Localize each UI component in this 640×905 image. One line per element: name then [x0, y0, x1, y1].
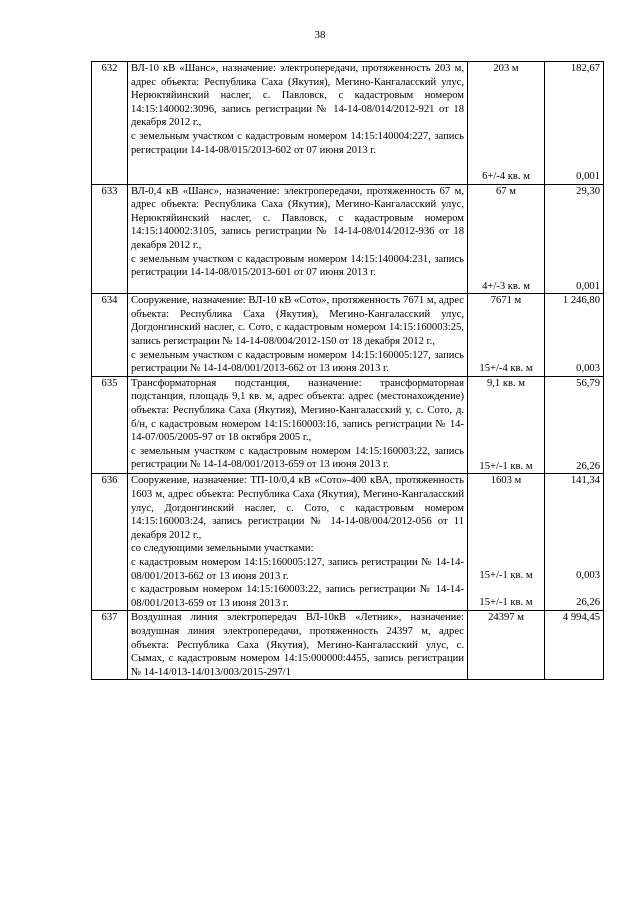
- row-number: 636: [92, 474, 128, 611]
- object-value: 56,79: [576, 377, 600, 389]
- land-plots-heading: со следующими земельными участками:: [131, 543, 314, 555]
- table-row: [92, 611, 604, 680]
- table-row: [92, 376, 604, 474]
- land-plot-value: 0,001: [576, 280, 600, 292]
- object-description: Сооружение, назначение: ТП-10/0,4 кВ «Сото»-400 кВА, протяженность 1603 м, адрес объекта: Республика Саха (Якутия), Мегино-Кангаласский улус, Догдонгинский наслег, с. Сото, с кадастровым номером 14:15:160003:24, запись регистрации № 14-14-08/004/2012-056 от 11 декабря 2012 г.,: [131, 475, 464, 541]
- row-number: 633: [92, 184, 128, 294]
- row-quantity: [468, 294, 545, 377]
- row-description: [128, 474, 468, 611]
- row-quantity: [468, 184, 545, 294]
- page-number: 38: [314, 29, 326, 41]
- row-quantity: [468, 376, 545, 474]
- object-description: Трансформаторная подстанция, назначение: трансформаторная подстанция, площадь 9,1 кв. м, адрес объекта: адрес (местонахождение) объекта: Республика Саха (Якутия), Мегино-Кангаласский у, с. Сото, д. б/н, с кадастровым номером 14:15:160003:16, запись регистрации № 14-14-07/005/2005-97 от 18 октября 2005 г.,: [131, 377, 464, 444]
- row-value: [545, 611, 604, 680]
- object-size: 24397 м: [488, 612, 524, 624]
- row-description: [128, 376, 468, 474]
- land-plot-size: 6+/-4 кв. м: [482, 171, 530, 182]
- land-plot-size: 15+/-4 кв. м: [479, 363, 533, 375]
- land-plot-size: 4+/-3 кв. м: [482, 280, 530, 292]
- row-value: [545, 294, 604, 377]
- row-quantity: [468, 611, 545, 680]
- land-plot-description: с земельным участком с кадастровым номером 14:15:140004:231, запись регистрации 14-14-08/015/2013-601 от 07 июня 2013 г.: [131, 253, 464, 279]
- land-plot-value: 0,001: [576, 171, 600, 182]
- row-description: [128, 294, 468, 377]
- object-size: 9,1 кв. м: [486, 377, 526, 389]
- table-row: [92, 474, 604, 611]
- object-description: Сооружение, назначение: ВЛ-10 кВ «Сото», протяженность 7671 м, адрес объекта: Республика Саха (Якутия), Мегино-Кангаласский улус, Догдонгинский наслег, с. Сото, с кадастровым номером 14:15:160003:25, запись регистрации № 14-14-08/004/2012-150 от 18 декабря 2012 г.,: [131, 295, 464, 347]
- row-quantity: [468, 474, 545, 611]
- land-plot-value: 26,26: [576, 597, 600, 609]
- object-value: 141,34: [570, 475, 600, 487]
- land-plot-description: с земельным участком с кадастровым номером 14:15:160005:127, запись регистрации № 14-14-08/001/2013-662 от 13 июня 2013 г.: [131, 349, 464, 375]
- land-plot-description: с земельным участком с кадастровым номером 14:15:160003:22, запись регистрации № 14-14-08/001/2013-659 от 13 июня 2013 г.: [131, 445, 464, 471]
- land-plot-description: с кадастровым номером 14:15:160005:127, запись регистрации № 14-14-08/001/2013-662 от 13 июня 2013 г.: [131, 556, 464, 582]
- land-plot-value: 26,26: [576, 460, 600, 472]
- row-number: 637: [92, 611, 128, 680]
- row-description: [128, 611, 468, 680]
- table-row: [92, 184, 604, 294]
- property-table: [91, 61, 604, 680]
- object-value: 4 994,45: [562, 612, 600, 624]
- object-description: Воздушная линия электропередач ВЛ-10кВ «Летник», назначение: воздушная линия электропередачи, протяженность 24397 м, адрес объекта: Республика Саха (Якутия), Мегино-Кангаласский улус, с. Сымах, с кадастровым номером 14:15:000000:4455, запись регистрации № 14-14/013-14/013/003/2015-297/1: [131, 612, 464, 678]
- row-quantity: [468, 62, 545, 185]
- object-value: 182,67: [570, 63, 600, 74]
- object-value: 1 246,80: [562, 295, 600, 307]
- land-plot-value: 0,003: [576, 570, 600, 582]
- object-size: 203 м: [493, 63, 519, 74]
- land-plot-size: 15+/-1 кв. м: [479, 570, 533, 582]
- object-description: ВЛ-0,4 кВ «Шанс», назначение: электропередачи, протяженность 67 м, адрес объекта: Республика Саха (Якутия), Мегино-Кангаласский улус, Нерюктяйинский наслег, с. Павловск, с кадастровым номером 14:15:140002:3105, запись регистрации № 14-14-08/014/2012-936 от 18 декабря 2012 г.,: [131, 185, 464, 251]
- row-number: 635: [92, 376, 128, 474]
- table-row: [92, 62, 604, 185]
- row-description: [128, 62, 468, 185]
- object-size: 67 м: [496, 185, 516, 197]
- land-plot-value: 0,003: [576, 363, 600, 375]
- row-value: [545, 474, 604, 611]
- row-number: 634: [92, 294, 128, 377]
- object-size: 1603 м: [490, 475, 522, 487]
- row-value: [545, 376, 604, 474]
- row-value: [545, 62, 604, 185]
- land-plot-description: с земельным участком с кадастровым номером 14:15:140004:227, запись регистрации 14-14-08/015/2013-602 от 07 июня 2013 г.: [131, 130, 464, 156]
- land-plot-size: 15+/-1 кв. м: [479, 460, 533, 472]
- object-size: 7671 м: [490, 295, 522, 307]
- object-value: 29,30: [576, 185, 600, 197]
- row-description: [128, 184, 468, 294]
- table-row: [92, 294, 604, 377]
- row-number: 632: [92, 62, 128, 185]
- object-description: ВЛ-10 кВ «Шанс», назначение: электропередачи, протяженность 203 м, адрес объекта: Республика Саха (Якутия), Мегино-Кангаласский улус, Нерюктяйинский наслег, с. Павловск, с кадастровым номером 14:15:140002:3096, запись регистрации № 14-14-08/014/2012-921 от 18 декабря 2012 г.,: [131, 63, 464, 129]
- land-plot-description: с кадастровым номером 14:15:160003:22, запись регистрации № 14-14-08/001/2013-659 от 13 июня 2013 г.: [131, 584, 464, 609]
- row-value: [545, 184, 604, 294]
- land-plot-size: 15+/-1 кв. м: [479, 597, 533, 609]
